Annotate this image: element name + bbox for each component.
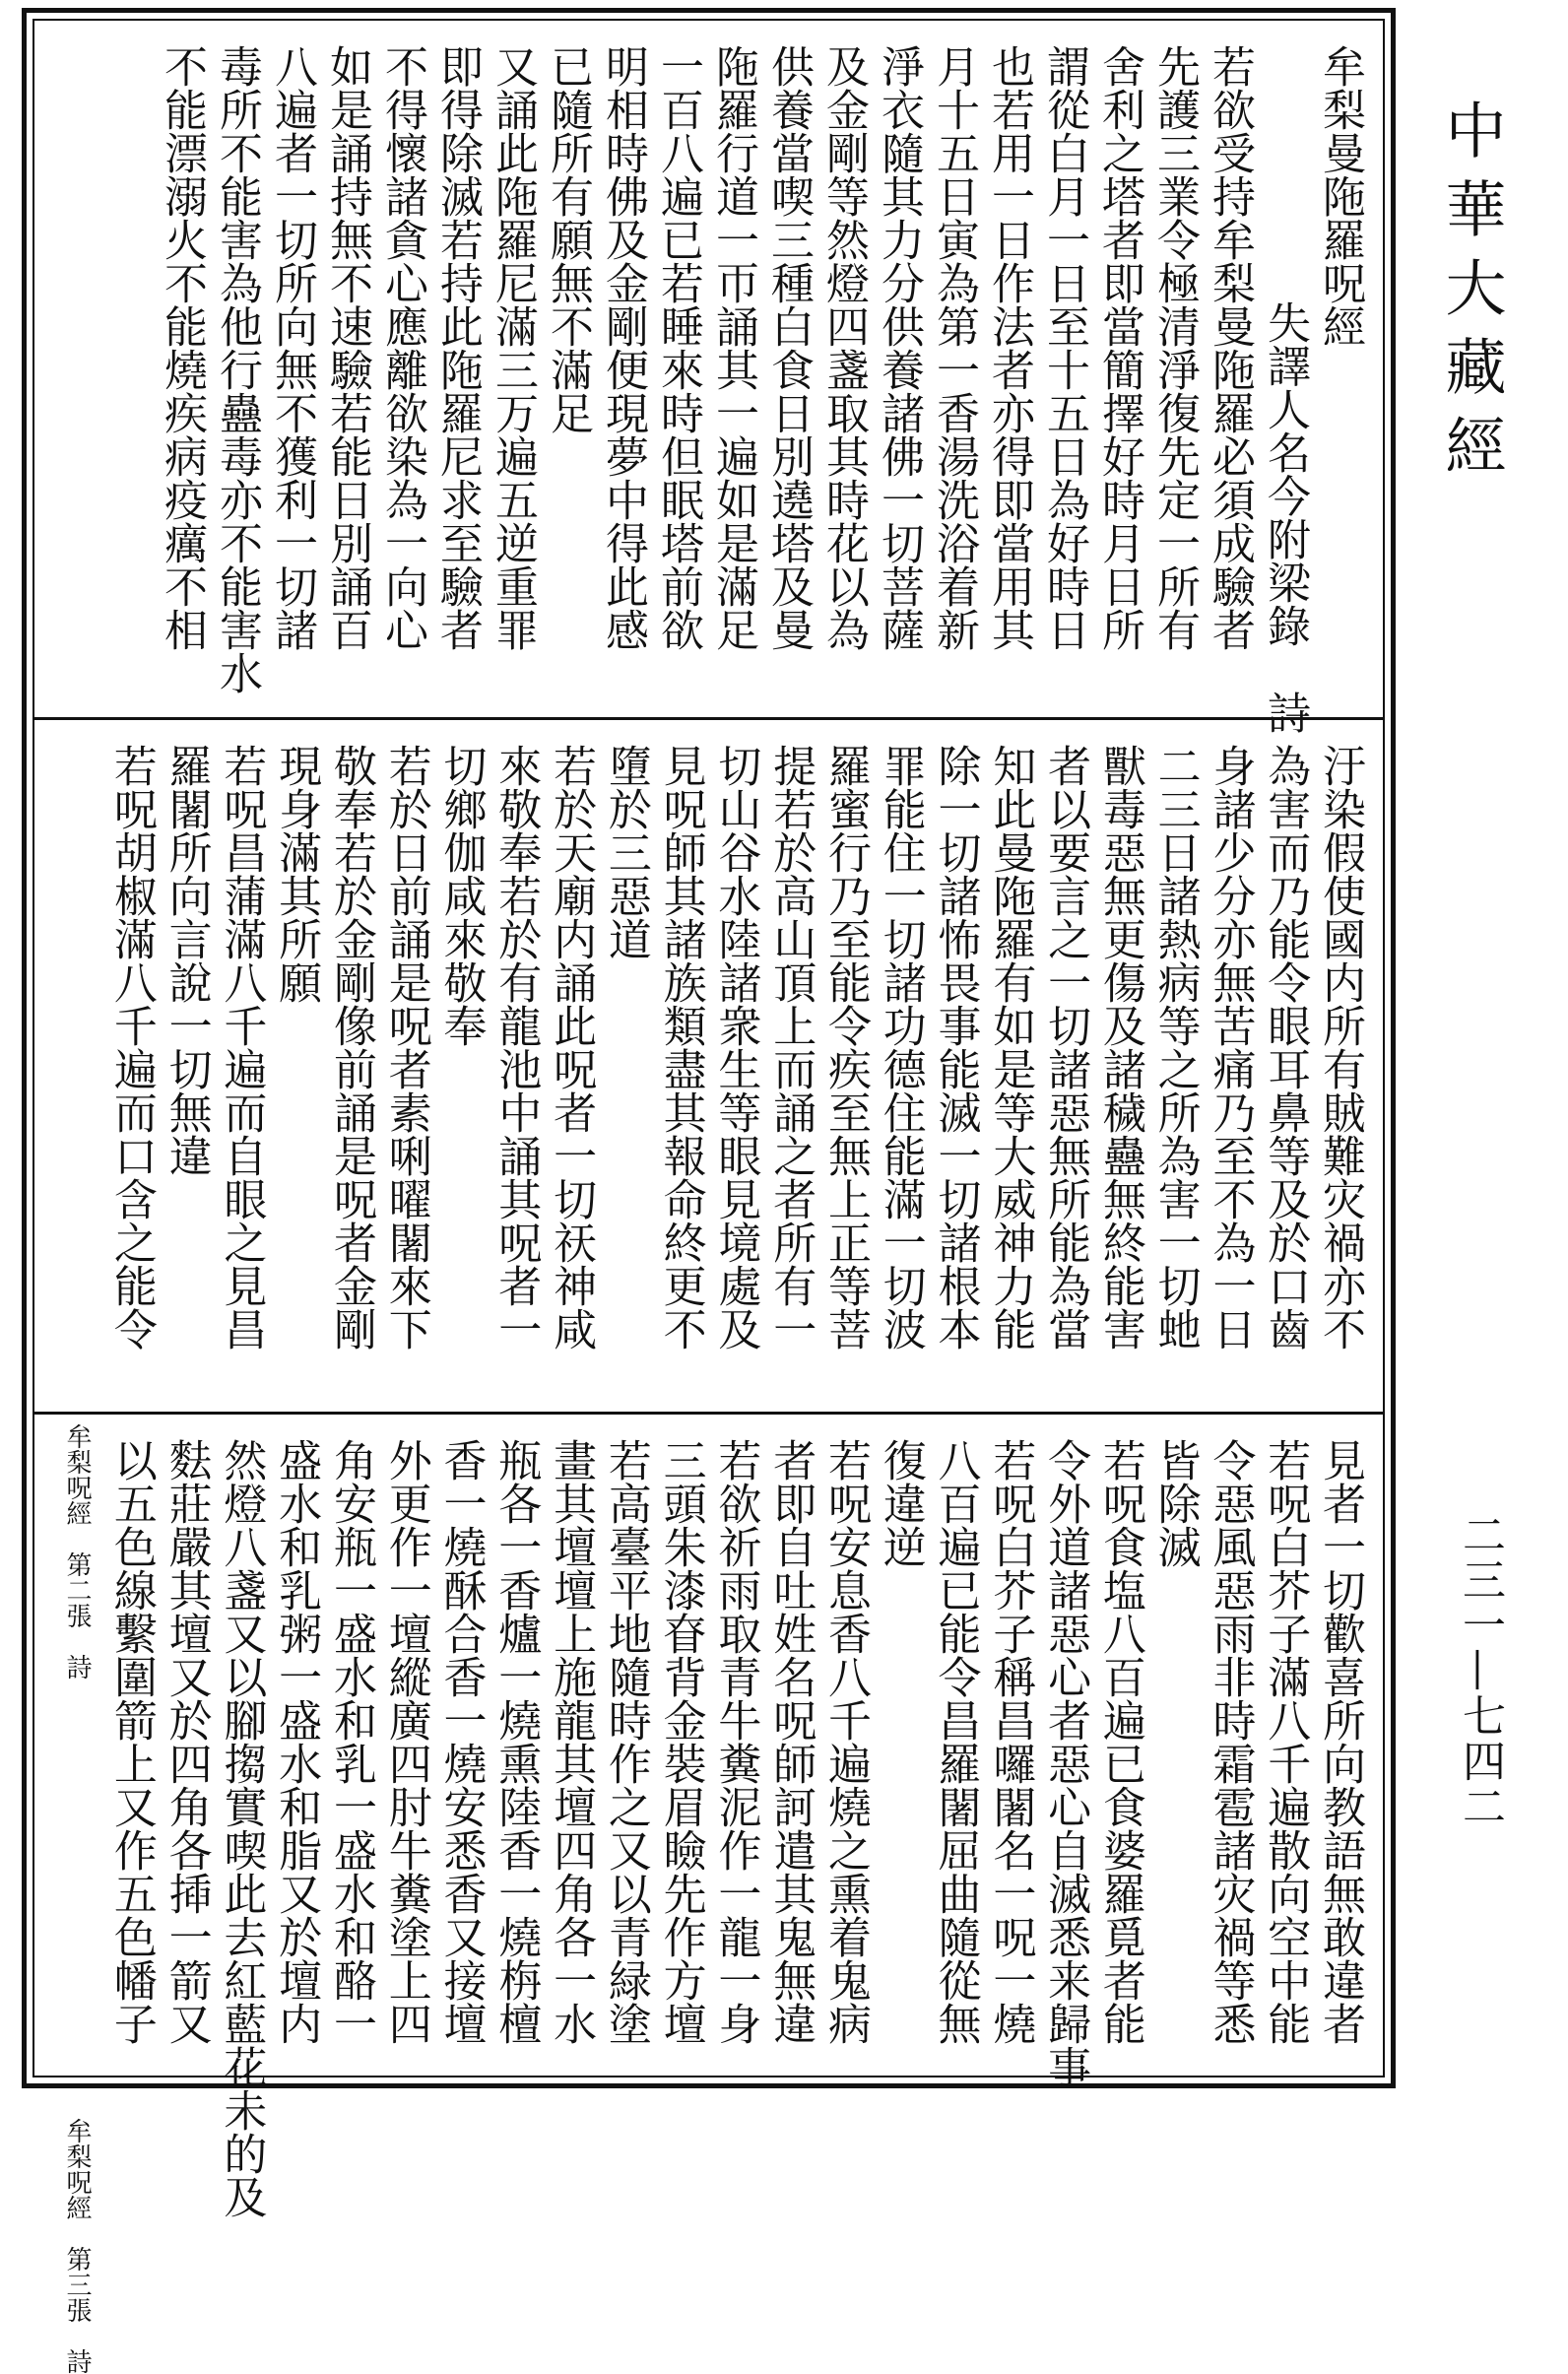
text-column: 明相時佛及金剛便現夢中得此感 [598, 44, 648, 651]
panel-top-columns [56, 44, 1365, 734]
text-column: 舍利之塔者即當簡擇好時月日所 [1094, 44, 1144, 651]
text-column: 月十五日寅為第一香湯洗浴着新 [929, 44, 979, 651]
text-column: 若呪食塩八百遍已食婆羅覓者能 [1094, 1438, 1145, 2045]
text-column: 身諸少分亦無苦痛乃至不為一日 [1205, 744, 1256, 1351]
text-column: 知此曼陁羅有如是等大威神力能 [985, 744, 1036, 1351]
text-column: 為害而乃能令眼耳鼻等及於口齒 [1260, 744, 1311, 1351]
text-column: 若呪白芥子滿八千遍散向空中能 [1260, 1438, 1311, 2045]
text-column: 現身滿其所願 [271, 744, 322, 1004]
collection-title: 中華大藏經 [1435, 99, 1507, 493]
text-column: 外更作一壇縱廣四肘牛糞塗上四 [380, 1438, 431, 2045]
text-column: 罪能住一切諸功德住能滿一切波 [875, 744, 926, 1351]
text-column: 切鄉伽咸來敬奉 [435, 744, 487, 1047]
text-column: 敬奉若於金剛像前誦是呪者金剛 [325, 744, 376, 1351]
text-column: 畫其壇壇上施龍其壇四角各一水 [546, 1438, 597, 2045]
panel-bottom [34, 1412, 1383, 2374]
text-column: 見者一切歡喜所向教語無敢違者 [1315, 1438, 1365, 2045]
text-column: 如是誦持無不速驗若能日別誦百 [322, 44, 372, 651]
text-column: 即得除滅若持此陁羅尼求至驗者 [432, 44, 483, 651]
text-column: 若欲受持牟梨曼陁羅必須成驗者 [1205, 44, 1255, 651]
text-column: 然燈八盞又以腳搊實喫此去紅藍花未的及 [216, 1438, 267, 2218]
text-column: 已隨所有願無不滿足 [543, 44, 593, 434]
text-column: 若高臺平地隨時作之又以青緑塗 [600, 1438, 651, 2045]
text-column: 不能漂溺火不能燒疾病疫癘不相 [157, 44, 207, 651]
text-column: 及金剛等然燈四盞取其時花以為 [818, 44, 869, 651]
panel-footer: 牟梨呪經 第二張 詩 [62, 1423, 93, 1680]
text-column: 見呪師其諸族類盡其報命終更不 [655, 744, 706, 1351]
text-column: 者即自吐姓名呪師訶遣其鬼無違 [765, 1438, 817, 2045]
text-column: 淨衣隨其力分供養諸佛一切菩薩 [874, 44, 924, 651]
text-column: 者以要言之一切諸惡無所能為當 [1040, 744, 1091, 1351]
text-column: 令外道諸惡心者惡心自滅悉来歸事 [1040, 1438, 1091, 2088]
text-column: 獸毒惡無更傷及諸穢蠱無終能害 [1094, 744, 1145, 1351]
text-column: 瓶各一香爐一燒熏陸香一燒栴檀 [490, 1438, 542, 2045]
text-column: 羅蜜行乃至能令疾至無上正等菩 [819, 744, 871, 1351]
text-column: 皆除滅 [1149, 1438, 1201, 1568]
text-column: 提若於高山頂上而誦之者所有一 [765, 744, 817, 1351]
text-column: 一百八遍已若睡來時但眠塔前欲 [653, 44, 703, 651]
text-column: 麮莊嚴其壇又於四角各揷一箭又 [161, 1438, 212, 2045]
text-column: 又誦此陁羅尼滿三万遍五逆重罪 [488, 44, 538, 651]
text-column: 盛水和乳粥一盛水和脂又於壇内 [271, 1438, 322, 2045]
sutra-title: 牟梨曼陁羅呪經 [1315, 44, 1365, 348]
text-column: 不得懷諸貪心應離欲染為一向心 [377, 44, 427, 651]
text-column: 三頭朱漆眘背金裝眉瞼先作方壇 [655, 1438, 706, 2045]
text-column: 先護三業令極清淨復先定一所有 [1149, 44, 1200, 651]
text-column: 若呪昌蒲滿八千遍而自眼之見昌 [216, 744, 267, 1351]
panel-top [34, 21, 1383, 734]
text-column: 香一燒酥合香一燒安悉香又接壇 [435, 1438, 487, 2045]
text-column: 若呪安息香八千遍燒之熏着鬼病 [819, 1438, 871, 2045]
text-column: 也若用一日作法者亦得即當用其 [984, 44, 1034, 651]
text-column: 二三日諸熱病等之所為害一切虵 [1149, 744, 1201, 1351]
page-number: 二三一—七四二 [1455, 1512, 1505, 1829]
text-column: 令惡風惡雨非時霜雹諸灾禍等悉 [1205, 1438, 1256, 2045]
text-column: 若呪白芥子稱昌囉闍名一呪一燒 [985, 1438, 1036, 2045]
text-column: 羅闍所向言說一切無違 [161, 744, 212, 1177]
page-frame [22, 8, 1396, 2374]
text-column: 毒所不能害為他行蠱毒亦不能害水 [212, 44, 262, 694]
text-column: 汙染假使國内所有賊難灾禍亦不 [1315, 744, 1365, 1351]
text-column: 角安瓶一盛水和乳一盛水和酪一 [325, 1438, 376, 2045]
panel-bottom-columns [56, 1438, 1365, 2374]
text-column: 八遍者一切所向無不獲利一切諸 [267, 44, 317, 651]
text-column: 以五色線繫圍箭上又作五色幡子 [105, 1438, 157, 2045]
text-column: 復違逆 [875, 1438, 926, 1568]
text-column: 墮於三惡道 [600, 744, 651, 960]
text-column: 除一切諸怖畏事能滅一切諸根本 [930, 744, 981, 1351]
text-column: 若欲祈雨取青牛糞泥作一龍一身 [710, 1438, 761, 2045]
text-column: 謂從白月一日至十五日為好時日 [1039, 44, 1089, 651]
translator-text: 失譯人名今附梁錄 [1260, 300, 1310, 647]
text-column: 若於日前誦是呪者素唎曜闍來下 [380, 744, 431, 1351]
text-column: 若呪胡椒滿八千遍而口含之能令 [105, 744, 157, 1351]
translator-note [1259, 44, 1310, 734]
page-inner-frame [33, 19, 1385, 2374]
text-column: 陁羅行道一帀誦其一遍如是滿足 [708, 44, 758, 651]
text-column: 來敬奉若於有龍池中誦其呪者一 [490, 744, 542, 1351]
text-column: 供養當喫三種白食日別遶塔及曼 [763, 44, 814, 651]
panel-footer: 牟梨呪經 第三張 詩 [62, 2118, 93, 2374]
text-column: 若於天廟内誦此呪者一切祆神咸 [546, 744, 597, 1351]
text-column: 切山谷水陸諸衆生等眼見境處及 [710, 744, 761, 1351]
text-column: 八百遍已能令昌羅闍屈曲隨從無 [930, 1438, 981, 2045]
collection-mark: 詩 [1260, 691, 1310, 734]
